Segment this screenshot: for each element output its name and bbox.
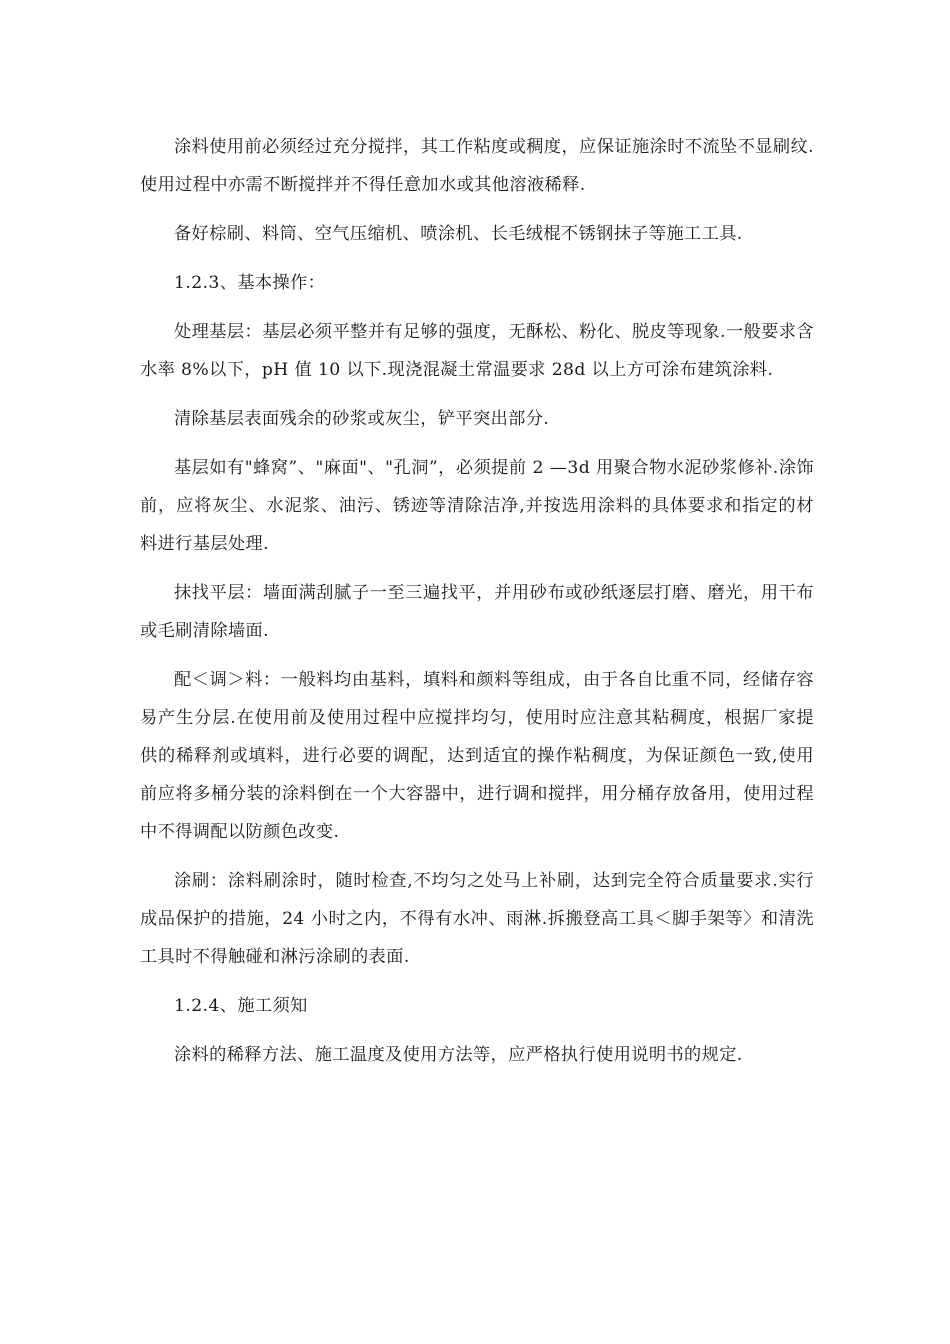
paragraph-cleaning: 清除基层表面残余的砂浆或灰尘，铲平突出部分. (174, 409, 550, 429)
paragraph-mixing: 配＜调＞料：一般料均由基料，填料和颜料等组成，由于各自比重不同，经储存容易产生分层.在使用前及使用过程中应搅拌均匀，使用时应注意其粘稠度，根据厂家提供的稀释剂或填料，进行必要的调配，达到适宜的操作粘稠度，为保证颜色一致,使用前应将多桶分装的涂料倒在一个大容器中，进行调和搅拌，用分桶存放备用，使用过程中不得调配以防颜色改变. (140, 670, 814, 842)
section-heading-basic-operation: 1.2.3、基本操作： (174, 273, 326, 293)
paragraph-tools: 备好棕刷、料筒、空气压缩机、喷涂机、长毛绒棍不锈钢抹子等施工工具. (174, 224, 743, 244)
paragraph-leveling: 抹找平层：墙面满刮腻子一至三遍找平，并用砂布或砂纸逐层打磨、磨光，用干布或毛刷清除墙面. (140, 583, 814, 641)
section-heading-construction-notes: 1.2.4、施工须知 (174, 996, 308, 1016)
paragraph-stirring: 涂料使用前必须经过充分搅拌，其工作粘度或稠度，应保证施涂时不流坠不显刷纹.使用过程中亦需不断搅拌并不得任意加水或其他溶液稀释. (140, 137, 814, 195)
document-body (140, 128, 814, 1085)
paragraph-brushing: 涂刷：涂料刷涂时，随时检查,不均匀之处马上补刷，达到完全符合质量要求.实行成品保护的措施，24 小时之内，不得有水冲、雨淋.拆搬登高工具＜脚手架等〉和清洗工具时不得触碰和淋污涂刷的表面. (140, 871, 814, 967)
paragraph-repair: 基层如有"蜂窝”、"麻面"、"孔洞”，必须提前 2 —3d 用聚合物水泥砂浆修补.涂饰前，应将灰尘、水泥浆、油污、锈迹等清除洁净,并按选用涂料的具体要求和指定的材料进行基层处理. (140, 458, 814, 554)
paragraph-base-treatment: 处理基层：基层必须平整并有足够的强度，无酥松、粉化、脱皮等现象.一般要求含水率 8%以下，pH 值 10 以下.现浇混凝土常温要求 28d 以上方可涂布建筑涂料. (140, 322, 814, 380)
paragraph-dilution: 涂料的稀释方法、施工温度及使用方法等，应严格执行使用说明书的规定. (174, 1045, 743, 1065)
